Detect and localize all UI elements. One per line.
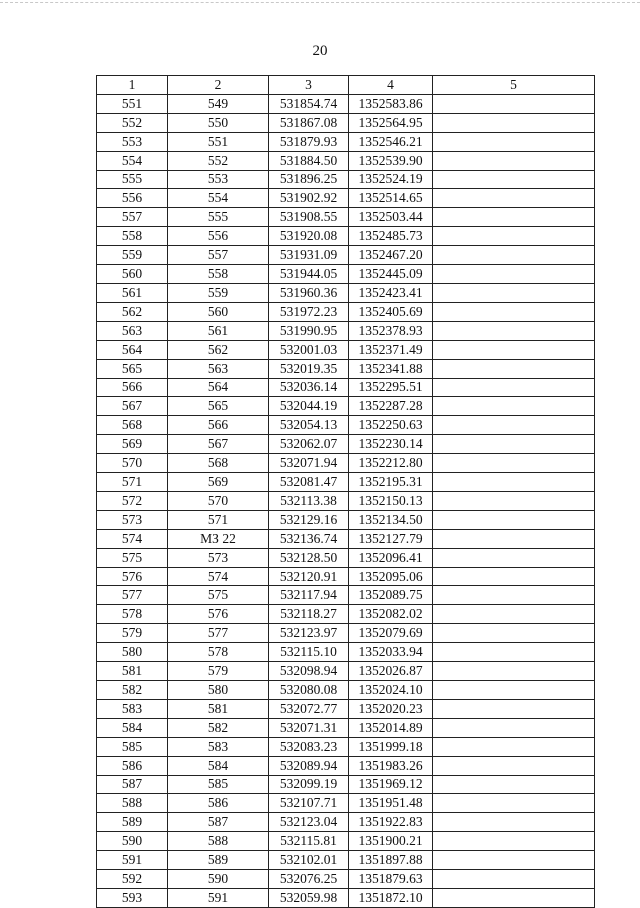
table-cell <box>433 340 595 359</box>
table-cell: 1351951.48 <box>349 794 433 813</box>
table-cell: 531902.92 <box>269 189 349 208</box>
table-cell: 579 <box>168 662 269 681</box>
table-row <box>97 870 595 889</box>
table-row <box>97 643 595 662</box>
table-cell: 532062.07 <box>269 435 349 454</box>
table-cell: 532044.19 <box>269 397 349 416</box>
table-cell: 1351983.26 <box>349 756 433 775</box>
table-cell <box>433 454 595 473</box>
table-cell: 589 <box>97 813 168 832</box>
table-cell: 561 <box>168 321 269 340</box>
table-cell <box>433 397 595 416</box>
table-row <box>97 340 595 359</box>
table-cell: 569 <box>97 435 168 454</box>
table-cell: 588 <box>97 794 168 813</box>
table-cell: 1351879.63 <box>349 870 433 889</box>
table-cell: 532099.19 <box>269 775 349 794</box>
table-row <box>97 794 595 813</box>
table-row <box>97 208 595 227</box>
table-cell: 531920.08 <box>269 227 349 246</box>
column-header: 1 <box>97 76 168 95</box>
table-cell <box>433 529 595 548</box>
table-cell <box>433 870 595 889</box>
table-row <box>97 548 595 567</box>
table-cell: 577 <box>168 624 269 643</box>
table-cell <box>433 718 595 737</box>
table-cell <box>433 832 595 851</box>
table-cell: 564 <box>168 378 269 397</box>
table-cell: 553 <box>168 170 269 189</box>
table-row <box>97 851 595 870</box>
table-cell <box>433 246 595 265</box>
table-cell: 1352423.41 <box>349 283 433 302</box>
table-row <box>97 416 595 435</box>
table-cell: 1351900.21 <box>349 832 433 851</box>
table-cell <box>433 548 595 567</box>
table-cell: 531960.36 <box>269 283 349 302</box>
table-row <box>97 189 595 208</box>
table-cell: 532117.94 <box>269 586 349 605</box>
table-cell: 531972.23 <box>269 302 349 321</box>
column-header: 3 <box>269 76 349 95</box>
table-cell <box>433 265 595 284</box>
table-cell: 1352250.63 <box>349 416 433 435</box>
table-cell: 565 <box>97 359 168 378</box>
table-cell: 532019.35 <box>269 359 349 378</box>
table-cell: 1352150.13 <box>349 491 433 510</box>
table-cell <box>433 794 595 813</box>
table-row <box>97 151 595 170</box>
table-cell: 532128.50 <box>269 548 349 567</box>
table-cell: 571 <box>168 510 269 529</box>
table-cell <box>433 321 595 340</box>
table-cell: 1351922.83 <box>349 813 433 832</box>
table-cell <box>433 813 595 832</box>
table-cell: 565 <box>168 397 269 416</box>
table-cell: 531879.93 <box>269 132 349 151</box>
table-cell: 1352134.50 <box>349 510 433 529</box>
table-cell: 574 <box>168 567 269 586</box>
table-row <box>97 737 595 756</box>
table-row <box>97 586 595 605</box>
table-cell: 1352583.86 <box>349 94 433 113</box>
table-cell: 593 <box>97 888 168 907</box>
table-cell: 575 <box>97 548 168 567</box>
table-cell: 563 <box>97 321 168 340</box>
table-cell: 580 <box>97 643 168 662</box>
table-cell: 561 <box>97 283 168 302</box>
table-cell <box>433 699 595 718</box>
table-cell: 532123.04 <box>269 813 349 832</box>
table-cell: 1352127.79 <box>349 529 433 548</box>
table-cell: 1352514.65 <box>349 189 433 208</box>
table-cell: 583 <box>97 699 168 718</box>
table-cell <box>433 132 595 151</box>
table-cell: 531854.74 <box>269 94 349 113</box>
table-cell <box>433 643 595 662</box>
table-cell: 585 <box>168 775 269 794</box>
table-cell <box>433 567 595 586</box>
table-cell: 532071.94 <box>269 454 349 473</box>
table-cell: 1352564.95 <box>349 113 433 132</box>
table-cell: 532071.31 <box>269 718 349 737</box>
table-cell: 532120.91 <box>269 567 349 586</box>
table-cell: 560 <box>168 302 269 321</box>
table-cell: 531896.25 <box>269 170 349 189</box>
table-cell: 532081.47 <box>269 473 349 492</box>
table-cell: 532080.08 <box>269 681 349 700</box>
table-cell: 558 <box>97 227 168 246</box>
table-body <box>97 94 595 907</box>
table-cell: 578 <box>168 643 269 662</box>
table-cell: 591 <box>168 888 269 907</box>
table-cell <box>433 227 595 246</box>
table-cell: 587 <box>168 813 269 832</box>
table-cell: 589 <box>168 851 269 870</box>
table-cell: 532089.94 <box>269 756 349 775</box>
table-cell: 575 <box>168 586 269 605</box>
table-cell: 532113.38 <box>269 491 349 510</box>
table-cell: 582 <box>168 718 269 737</box>
table-cell: 532054.13 <box>269 416 349 435</box>
table-cell: 564 <box>97 340 168 359</box>
table-cell: 552 <box>97 113 168 132</box>
table-row <box>97 605 595 624</box>
table-cell: 590 <box>97 832 168 851</box>
table-cell: 577 <box>97 586 168 605</box>
table-cell: 1351999.18 <box>349 737 433 756</box>
table-cell: 1352405.69 <box>349 302 433 321</box>
table-cell: 568 <box>97 416 168 435</box>
table-row <box>97 378 595 397</box>
table-row <box>97 454 595 473</box>
table-row <box>97 435 595 454</box>
table-cell: 1352371.49 <box>349 340 433 359</box>
coordinates-table <box>96 75 595 908</box>
table-cell <box>433 624 595 643</box>
table-cell <box>433 283 595 302</box>
table-cell: 570 <box>168 491 269 510</box>
table-row <box>97 265 595 284</box>
table-cell <box>433 473 595 492</box>
table-cell: 1352378.93 <box>349 321 433 340</box>
table-cell <box>433 491 595 510</box>
table-cell: 567 <box>168 435 269 454</box>
table-row <box>97 510 595 529</box>
table-cell: 1352212.80 <box>349 454 433 473</box>
table-row <box>97 321 595 340</box>
table-cell: 580 <box>168 681 269 700</box>
table-cell: 1352503.44 <box>349 208 433 227</box>
table-cell <box>433 208 595 227</box>
table-row <box>97 624 595 643</box>
table-cell: 1352033.94 <box>349 643 433 662</box>
table-row <box>97 832 595 851</box>
page-number: 20 <box>312 43 328 59</box>
table-cell: 1352539.90 <box>349 151 433 170</box>
table-row <box>97 132 595 151</box>
table-cell: 553 <box>97 132 168 151</box>
table-cell <box>433 435 595 454</box>
table-cell: 1351872.10 <box>349 888 433 907</box>
table-row <box>97 662 595 681</box>
table-cell: 1352024.10 <box>349 681 433 700</box>
table-cell: 573 <box>168 548 269 567</box>
table-cell <box>433 170 595 189</box>
table-cell: 532072.77 <box>269 699 349 718</box>
table-cell: 576 <box>168 605 269 624</box>
table-cell: 531908.55 <box>269 208 349 227</box>
table-cell: 531931.09 <box>269 246 349 265</box>
table-cell: 555 <box>168 208 269 227</box>
table-row <box>97 246 595 265</box>
table-cell: 549 <box>168 94 269 113</box>
top-edge-line <box>0 2 640 3</box>
table-cell: 1351897.88 <box>349 851 433 870</box>
table-cell: 558 <box>168 265 269 284</box>
table-cell: МЗ 22 <box>168 529 269 548</box>
table-cell: 1351969.12 <box>349 775 433 794</box>
table-cell: 556 <box>97 189 168 208</box>
table-cell: 1352230.14 <box>349 435 433 454</box>
table-cell: 532118.27 <box>269 605 349 624</box>
table-cell: 566 <box>168 416 269 435</box>
table-row <box>97 283 595 302</box>
table-cell: 578 <box>97 605 168 624</box>
table-cell: 566 <box>97 378 168 397</box>
table-cell: 532076.25 <box>269 870 349 889</box>
table-cell: 532115.10 <box>269 643 349 662</box>
table-cell: 590 <box>168 870 269 889</box>
table-cell: 557 <box>168 246 269 265</box>
table-cell: 567 <box>97 397 168 416</box>
table-cell: 532083.23 <box>269 737 349 756</box>
table-cell: 585 <box>97 737 168 756</box>
table-cell: 532129.16 <box>269 510 349 529</box>
table-row <box>97 718 595 737</box>
table-cell: 569 <box>168 473 269 492</box>
table-cell: 552 <box>168 151 269 170</box>
table-cell: 532123.97 <box>269 624 349 643</box>
table-cell: 562 <box>97 302 168 321</box>
table-row <box>97 756 595 775</box>
table-cell: 532107.71 <box>269 794 349 813</box>
table-cell <box>433 302 595 321</box>
table-cell: 587 <box>97 775 168 794</box>
table-cell <box>433 510 595 529</box>
table-cell <box>433 378 595 397</box>
table-cell <box>433 756 595 775</box>
table-row <box>97 359 595 378</box>
table-cell <box>433 586 595 605</box>
table-cell: 584 <box>97 718 168 737</box>
table-cell <box>433 662 595 681</box>
table-cell: 532036.14 <box>269 378 349 397</box>
table-cell <box>433 151 595 170</box>
table-cell: 586 <box>168 794 269 813</box>
table-header-row <box>97 76 595 95</box>
table-row <box>97 170 595 189</box>
table-cell <box>433 94 595 113</box>
table-cell: 588 <box>168 832 269 851</box>
table-cell: 1352485.73 <box>349 227 433 246</box>
table-cell: 1352082.02 <box>349 605 433 624</box>
table-cell: 570 <box>97 454 168 473</box>
table-cell: 532115.81 <box>269 832 349 851</box>
table-cell: 557 <box>97 208 168 227</box>
table-cell: 1352026.87 <box>349 662 433 681</box>
table-cell: 1352287.28 <box>349 397 433 416</box>
table-cell: 591 <box>97 851 168 870</box>
table-cell: 1352295.51 <box>349 378 433 397</box>
table-cell: 556 <box>168 227 269 246</box>
table-cell: 532001.03 <box>269 340 349 359</box>
table-cell: 586 <box>97 756 168 775</box>
table-cell: 1352341.88 <box>349 359 433 378</box>
table-cell: 550 <box>168 113 269 132</box>
table-row <box>97 227 595 246</box>
table-row <box>97 681 595 700</box>
table-cell: 1352467.20 <box>349 246 433 265</box>
table-cell: 572 <box>97 491 168 510</box>
table-row <box>97 397 595 416</box>
table-cell: 582 <box>97 681 168 700</box>
table-cell: 592 <box>97 870 168 889</box>
table-cell: 571 <box>97 473 168 492</box>
table-cell <box>433 851 595 870</box>
table-cell: 531884.50 <box>269 151 349 170</box>
table-row <box>97 113 595 132</box>
table-cell <box>433 416 595 435</box>
table-cell: 555 <box>97 170 168 189</box>
table-row <box>97 775 595 794</box>
table-row <box>97 302 595 321</box>
table-cell: 562 <box>168 340 269 359</box>
table-cell: 1352445.09 <box>349 265 433 284</box>
table-cell: 583 <box>168 737 269 756</box>
table-cell: 554 <box>97 151 168 170</box>
table-cell: 1352096.41 <box>349 548 433 567</box>
column-header: 5 <box>433 76 595 95</box>
table-cell <box>433 189 595 208</box>
table-row <box>97 567 595 586</box>
table-cell: 559 <box>168 283 269 302</box>
table-cell: 573 <box>97 510 168 529</box>
table-cell: 581 <box>97 662 168 681</box>
table-cell: 554 <box>168 189 269 208</box>
table-cell: 551 <box>168 132 269 151</box>
table-cell <box>433 775 595 794</box>
table-cell: 532098.94 <box>269 662 349 681</box>
table-cell: 1352095.06 <box>349 567 433 586</box>
table-cell: 1352079.69 <box>349 624 433 643</box>
table-row <box>97 473 595 492</box>
table-row <box>97 699 595 718</box>
table-cell: 1352546.21 <box>349 132 433 151</box>
table-cell: 532102.01 <box>269 851 349 870</box>
table-cell: 1352020.23 <box>349 699 433 718</box>
table-row <box>97 529 595 548</box>
table-cell: 581 <box>168 699 269 718</box>
table-cell: 568 <box>168 454 269 473</box>
table-cell: 579 <box>97 624 168 643</box>
column-header: 4 <box>349 76 433 95</box>
table-row <box>97 813 595 832</box>
table-cell <box>433 681 595 700</box>
table-cell <box>433 737 595 756</box>
table-cell: 1352524.19 <box>349 170 433 189</box>
table-cell: 1352014.89 <box>349 718 433 737</box>
table-row <box>97 94 595 113</box>
table-cell: 574 <box>97 529 168 548</box>
column-header: 2 <box>168 76 269 95</box>
table-cell: 563 <box>168 359 269 378</box>
table-cell: 551 <box>97 94 168 113</box>
table-cell <box>433 113 595 132</box>
table-cell: 531990.95 <box>269 321 349 340</box>
table-cell: 532059.98 <box>269 888 349 907</box>
table-cell: 560 <box>97 265 168 284</box>
table-cell: 1352195.31 <box>349 473 433 492</box>
table-cell: 532136.74 <box>269 529 349 548</box>
table-cell: 559 <box>97 246 168 265</box>
table-cell <box>433 359 595 378</box>
table-cell: 576 <box>97 567 168 586</box>
table-cell: 531944.05 <box>269 265 349 284</box>
table-cell: 1352089.75 <box>349 586 433 605</box>
table-cell <box>433 605 595 624</box>
table-row <box>97 491 595 510</box>
table-cell: 584 <box>168 756 269 775</box>
table-cell: 531867.08 <box>269 113 349 132</box>
